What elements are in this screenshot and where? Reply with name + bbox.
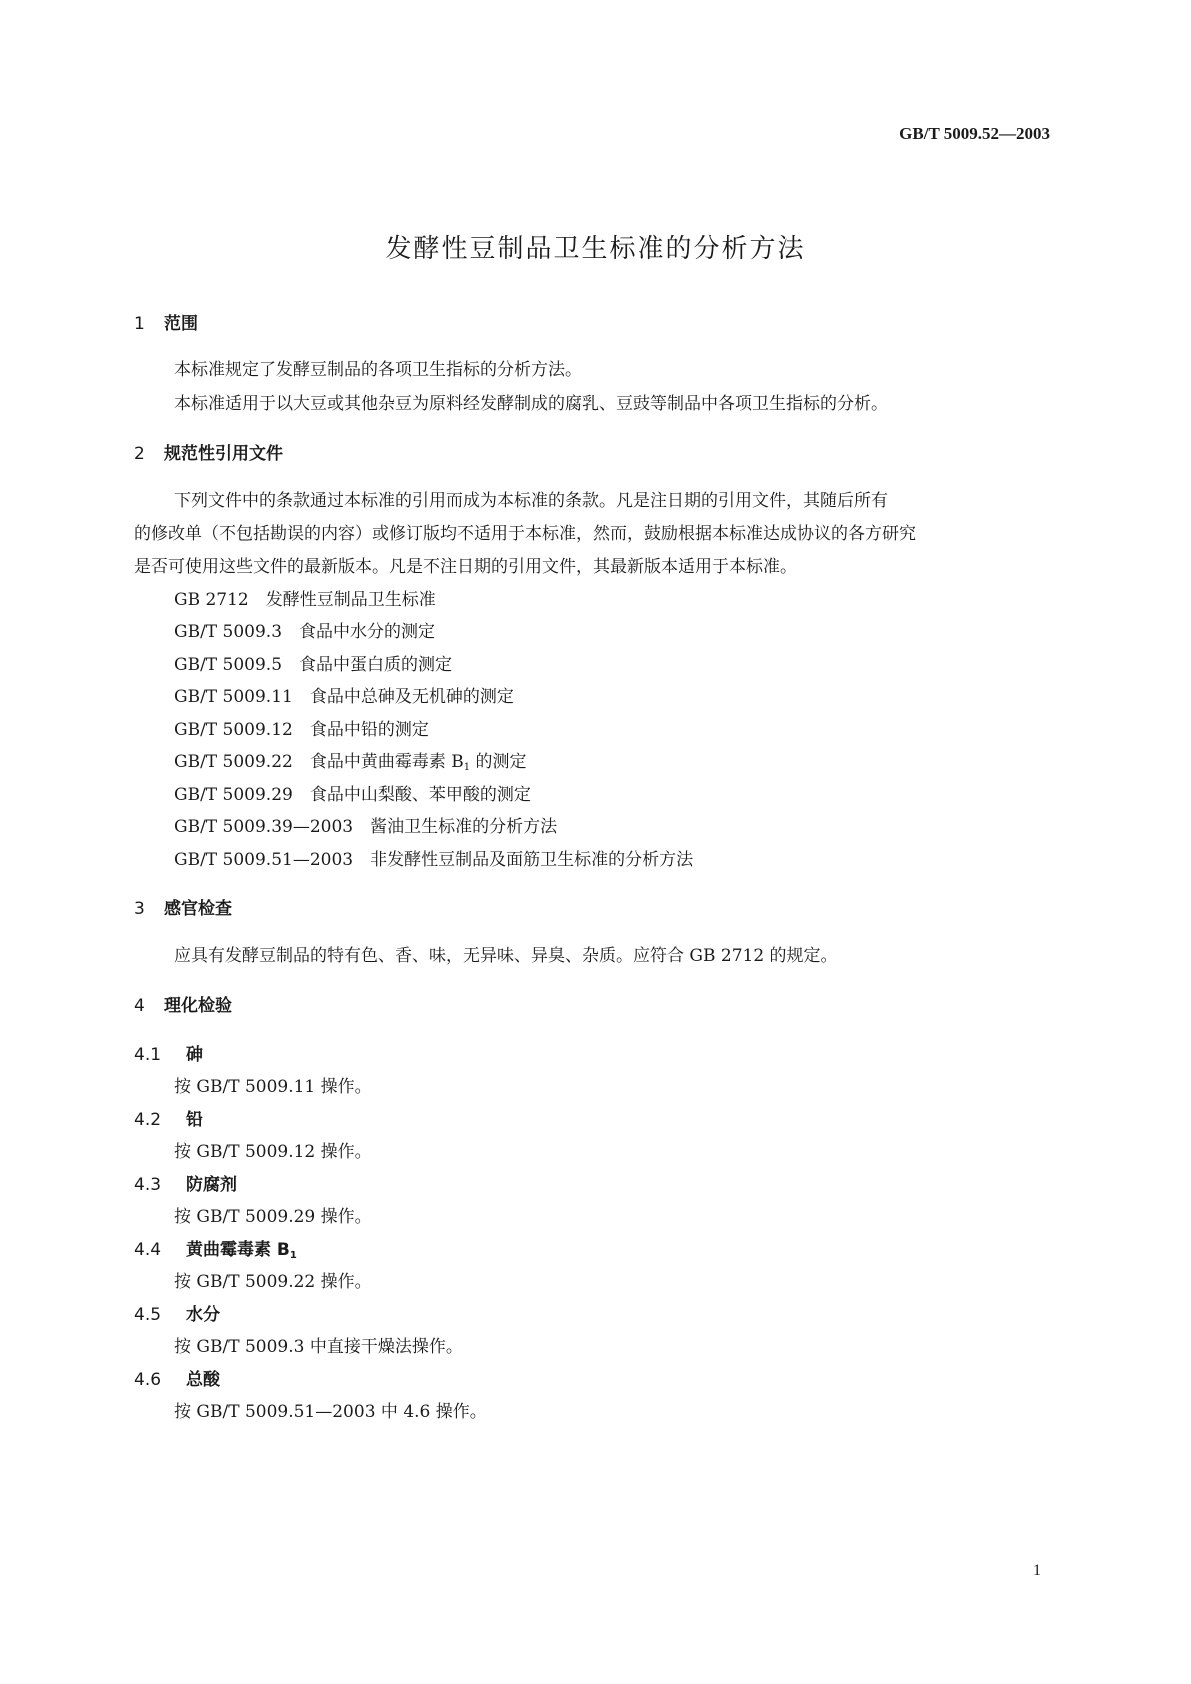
reference-code: GB/T 5009.29: [174, 785, 293, 805]
subsection-number: 4.2: [134, 1110, 162, 1130]
reference-code: GB 2712: [174, 590, 249, 610]
reference-item: [174, 682, 514, 707]
section-number: 3: [134, 899, 145, 919]
reference-name: 食品中总砷及无机砷的测定: [309, 687, 514, 707]
section-4-heading: [134, 991, 232, 1016]
subsection-title: 总酸: [186, 1370, 220, 1390]
reference-code: GB/T 5009.3: [174, 622, 283, 642]
subscript: 1: [289, 1250, 297, 1261]
reference-name: 发酵性豆制品卫生标准: [265, 590, 436, 610]
reference-name: 酱油卫生标准的分析方法: [370, 817, 558, 837]
subsection-heading: [134, 1235, 297, 1261]
paragraph: 按 GB/T 5009.3 中直接干燥法操作。: [174, 1337, 463, 1357]
paragraph-line: 的修改单（不包括勘误的内容）或修订版均不适用于本标准，然而，鼓励根据本标准达成协议的各方研究: [134, 524, 916, 544]
paragraph-line: 下列文件中的条款通过本标准的引用而成为本标准的条款。凡是注日期的引用文件，其随后所有: [174, 491, 888, 511]
document-title: 发酵性豆制品卫生标准的分析方法: [385, 234, 806, 264]
paragraph: 按 GB/T 5009.29 操作。: [174, 1207, 372, 1227]
reference-code: GB/T 5009.5: [174, 655, 283, 675]
subsection-title: 黄曲霉毒素 B: [186, 1240, 290, 1260]
section-title: 理化检验: [164, 996, 232, 1016]
section-3-heading: [134, 894, 232, 919]
page-number: 1: [1033, 1562, 1041, 1579]
subsection-heading: [134, 1365, 220, 1390]
subsection-title: 铅: [186, 1110, 203, 1130]
reference-name: 食品中黄曲霉毒素 B: [309, 752, 464, 772]
subsection-heading: [134, 1300, 220, 1325]
reference-code: GB/T 5009.39—2003: [174, 817, 354, 837]
reference-name: 非发酵性豆制品及面筋卫生标准的分析方法: [370, 850, 694, 870]
paragraph: 应具有发酵豆制品的特有色、香、味，无异味、异臭、杂质。应符合 GB 2712 的规定。: [174, 946, 838, 966]
reference-item: [174, 585, 436, 610]
standard-code: GB/T 5009.52—2003: [899, 124, 1050, 143]
subsection-heading: [134, 1040, 203, 1065]
subsection-number: 4.1: [134, 1045, 162, 1065]
reference-code: GB/T 5009.51—2003: [174, 850, 354, 870]
reference-code: GB/T 5009.22: [174, 752, 293, 772]
subsection-number: 4.6: [134, 1370, 162, 1390]
paragraph: 按 GB/T 5009.22 操作。: [174, 1272, 372, 1292]
reference-item: [174, 845, 693, 870]
reference-item: [174, 715, 429, 740]
section-title: 范围: [164, 314, 198, 334]
paragraph: 按 GB/T 5009.51—2003 中 4.6 操作。: [174, 1402, 487, 1422]
paragraph: 本标准规定了发酵豆制品的各项卫生指标的分析方法。: [174, 360, 582, 380]
reference-item: [174, 650, 452, 675]
reference-name: 食品中铅的测定: [309, 720, 429, 740]
reference-item: [174, 812, 557, 837]
section-title: 感官检查: [164, 899, 232, 919]
reference-item: [174, 617, 435, 642]
reference-code: GB/T 5009.11: [174, 687, 293, 707]
section-title: 规范性引用文件: [164, 444, 283, 464]
reference-item: [174, 747, 527, 773]
paragraph: 按 GB/T 5009.11 操作。: [174, 1077, 372, 1097]
section-number: 4: [134, 996, 145, 1016]
reference-name: 食品中蛋白质的测定: [299, 655, 453, 675]
section-number: 1: [134, 314, 145, 334]
section-1-heading: [134, 309, 198, 334]
subsection-heading: [134, 1170, 237, 1195]
subsection-title: 砷: [186, 1045, 203, 1065]
paragraph: 本标准适用于以大豆或其他杂豆为原料经发酵制成的腐乳、豆豉等制品中各项卫生指标的分析。: [174, 394, 888, 414]
reference-item: [174, 780, 531, 805]
subsection-title: 水分: [186, 1305, 220, 1325]
subsection-number: 4.4: [134, 1240, 162, 1260]
subscript: 1: [463, 762, 471, 773]
subsection-number: 4.5: [134, 1305, 162, 1325]
section-2-heading: [134, 439, 283, 464]
reference-name: 食品中山梨酸、苯甲酸的测定: [309, 785, 531, 805]
paragraph-line: 是否可使用这些文件的最新版本。凡是不注日期的引用文件，其最新版本适用于本标准。: [134, 557, 797, 577]
subsection-number: 4.3: [134, 1175, 162, 1195]
paragraph: 按 GB/T 5009.12 操作。: [174, 1142, 372, 1162]
reference-name: 食品中水分的测定: [299, 622, 436, 642]
section-number: 2: [134, 444, 145, 464]
subsection-heading: [134, 1105, 203, 1130]
reference-name-suffix: 的测定: [470, 752, 527, 772]
reference-code: GB/T 5009.12: [174, 720, 293, 740]
subsection-title: 防腐剂: [186, 1175, 237, 1195]
